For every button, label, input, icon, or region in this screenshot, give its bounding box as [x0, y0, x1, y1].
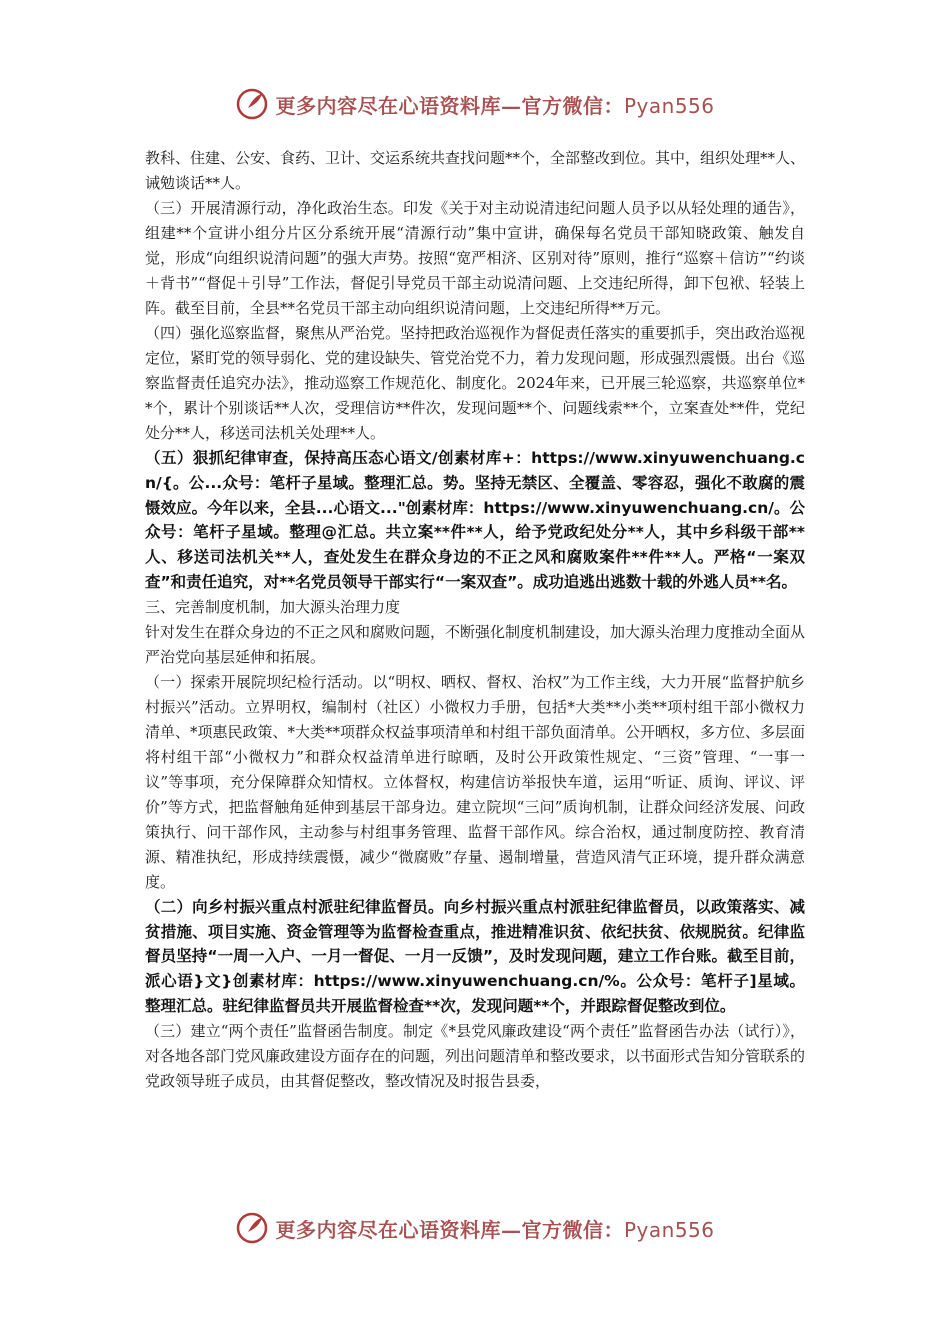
- watermark-text: [275, 90, 714, 119]
- feather-logo-icon: [235, 87, 269, 121]
- watermark-wechat: Pyan556: [623, 93, 715, 118]
- paragraph-6: （一）探索开展院坝纪检行活动。以“明权、晒权、督权、治权”为工作主线，大力开展“监督护航乡村振兴”活动。立界明权，编制村（社区）小微权力手册，包括*大类**小类**项村组干部小微权力清单、*项惠民政策、*大类**项群众权益事项清单和村组干部负面清单。公开晒权，多方位、多层面将村组干部“小微权力”和群众权益清单进行晾晒，及时公开政策性规定、“三资”管理、“一事一议”等事项，充分保障群众知情权。立体督权，构建信访举报快车道，运用“听证、质询、评议、评价”等方式，把监督触角延伸到基层干部身边。建立院坝“三问”质询机制，让群众问经济发展、问政策执行、问干部作风，主动参与村组事务管理、监督干部作风。综合治权，通过制度防控、教育清源、精准执纪，形成持续震慑，减少“微腐败”存量、遏制增量，营造风清气正环境，提升群众满意度。: [145, 672, 806, 891]
- paragraph-4-bold: （五）狠抓纪律审查，保持高压态心语文/创素材库+：https://www.xinyuwenchuang.cn/{。公...众号：笔杆子星域。整理汇总。势。坚持无禁区、全覆盖、零容忍，强化不敢腐的震慑效应。今年以来，全县...心语文..."创素材库：https://www.xinyuwenchuang.cn/。公众号：笔杆子星域。整理@汇总。共立案**件**人，给予党政纪处分**人，其中乡科级干部**人、移送司法机关**人，查处发生在群众身边的不正之风和腐败案件**件**人。严格“一案双查”和责任追究，对**名党员领导干部实行“一案双查”。成功追逃出逃数十载的外逃人员**名。: [145, 449, 805, 591]
- watermark-banner-bottom: [0, 1208, 950, 1248]
- watermark-label: 更多内容尽在心语资料库—官方微信：: [275, 1217, 624, 1242]
- watermark-banner-top: [0, 84, 950, 124]
- watermark-text: [275, 1214, 714, 1243]
- paragraph-8: （三）建立“两个责任”监督函告制度。制定《*县党风廉政建设“两个责任”监督函告办法（试行）》，对各地各部门党风廉政建设方面存在的问题，列出问题清单和整改要求，以书面形式告知分管联系的党政领导班子成员，由其督促整改，整改情况及时报告县委，: [145, 1021, 806, 1090]
- watermark-label: 更多内容尽在心语资料库—官方微信：: [275, 93, 624, 118]
- section-heading-3: 三、完善制度机制，加大源头治理力度: [145, 597, 401, 616]
- document-body: [145, 146, 805, 1094]
- paragraph-3: （四）强化巡察监督，聚焦从严治党。坚持把政治巡视作为督促责任落实的重要抓手，突出政治巡视定位，紧盯党的领导弱化、党的建设缺失、管党治党不力，着力发现问题，形成强烈震慑。出台《巡察监督责任追究办法》，推动巡察工作规范化、制度化。2024年来，已开展三轮巡察，共巡察单位**个，累计个别谈话**人次，受理信访**件次，发现问题**个、问题线索**个，立案查处**件，党纪处分**人，移送司法机关处理**人。: [145, 324, 806, 442]
- paragraph-5: 针对发生在群众身边的不正之风和腐败问题，不断强化制度机制建设，加大源头治理力度推动全面从严治党向基层延伸和拓展。: [145, 622, 806, 666]
- watermark-wechat: Pyan556: [623, 1217, 715, 1242]
- paragraph-7-bold: （二）向乡村振兴重点村派驻纪律监督员。向乡村振兴重点村派驻纪律监督员，以政策落实、减贫措施、项目实施、资金管理等为监督检查重点，推进精准识贫、依纪扶贫、依规脱贫。纪律监督员坚持“一周一入户、一月一督促、一月一反馈”，及时发现问题，建立工作台账。截至目前，派心语}文}创素材库：https://www.xinyuwenchuang.cn/%。公众号：笔杆子]星域。整理汇总。驻纪律监督员共开展监督检查**次，发现问题**个，并跟踪督促整改到位。: [145, 897, 805, 1015]
- paragraph-1: 教科、住建、公安、食药、卫计、交运系统共查找问题**个，全部整改到位。其中，组织处理**人、诫勉谈话**人。: [145, 149, 806, 192]
- feather-logo-icon: [235, 1211, 269, 1245]
- paragraph-2: （三）开展清源行动，净化政治生态。印发《关于对主动说清违纪问题人员予以从轻处理的通告》，组建**个宣讲小组分片区分系统开展“清源行动”集中宣讲，确保每名党员干部知晓政策、触发自觉，形成“向组织说清问题”的强大声势。按照“宽严相济、区别对待”原则，推行“巡察＋信访”“约谈＋背书”“督促＋引导”工作法，督促引导党员干部主动说清问题、上交违纪所得，卸下包袱、轻装上阵。截至目前，全县**名党员干部主动向组织说清问题，上交违纪所得**万元。: [145, 199, 805, 317]
